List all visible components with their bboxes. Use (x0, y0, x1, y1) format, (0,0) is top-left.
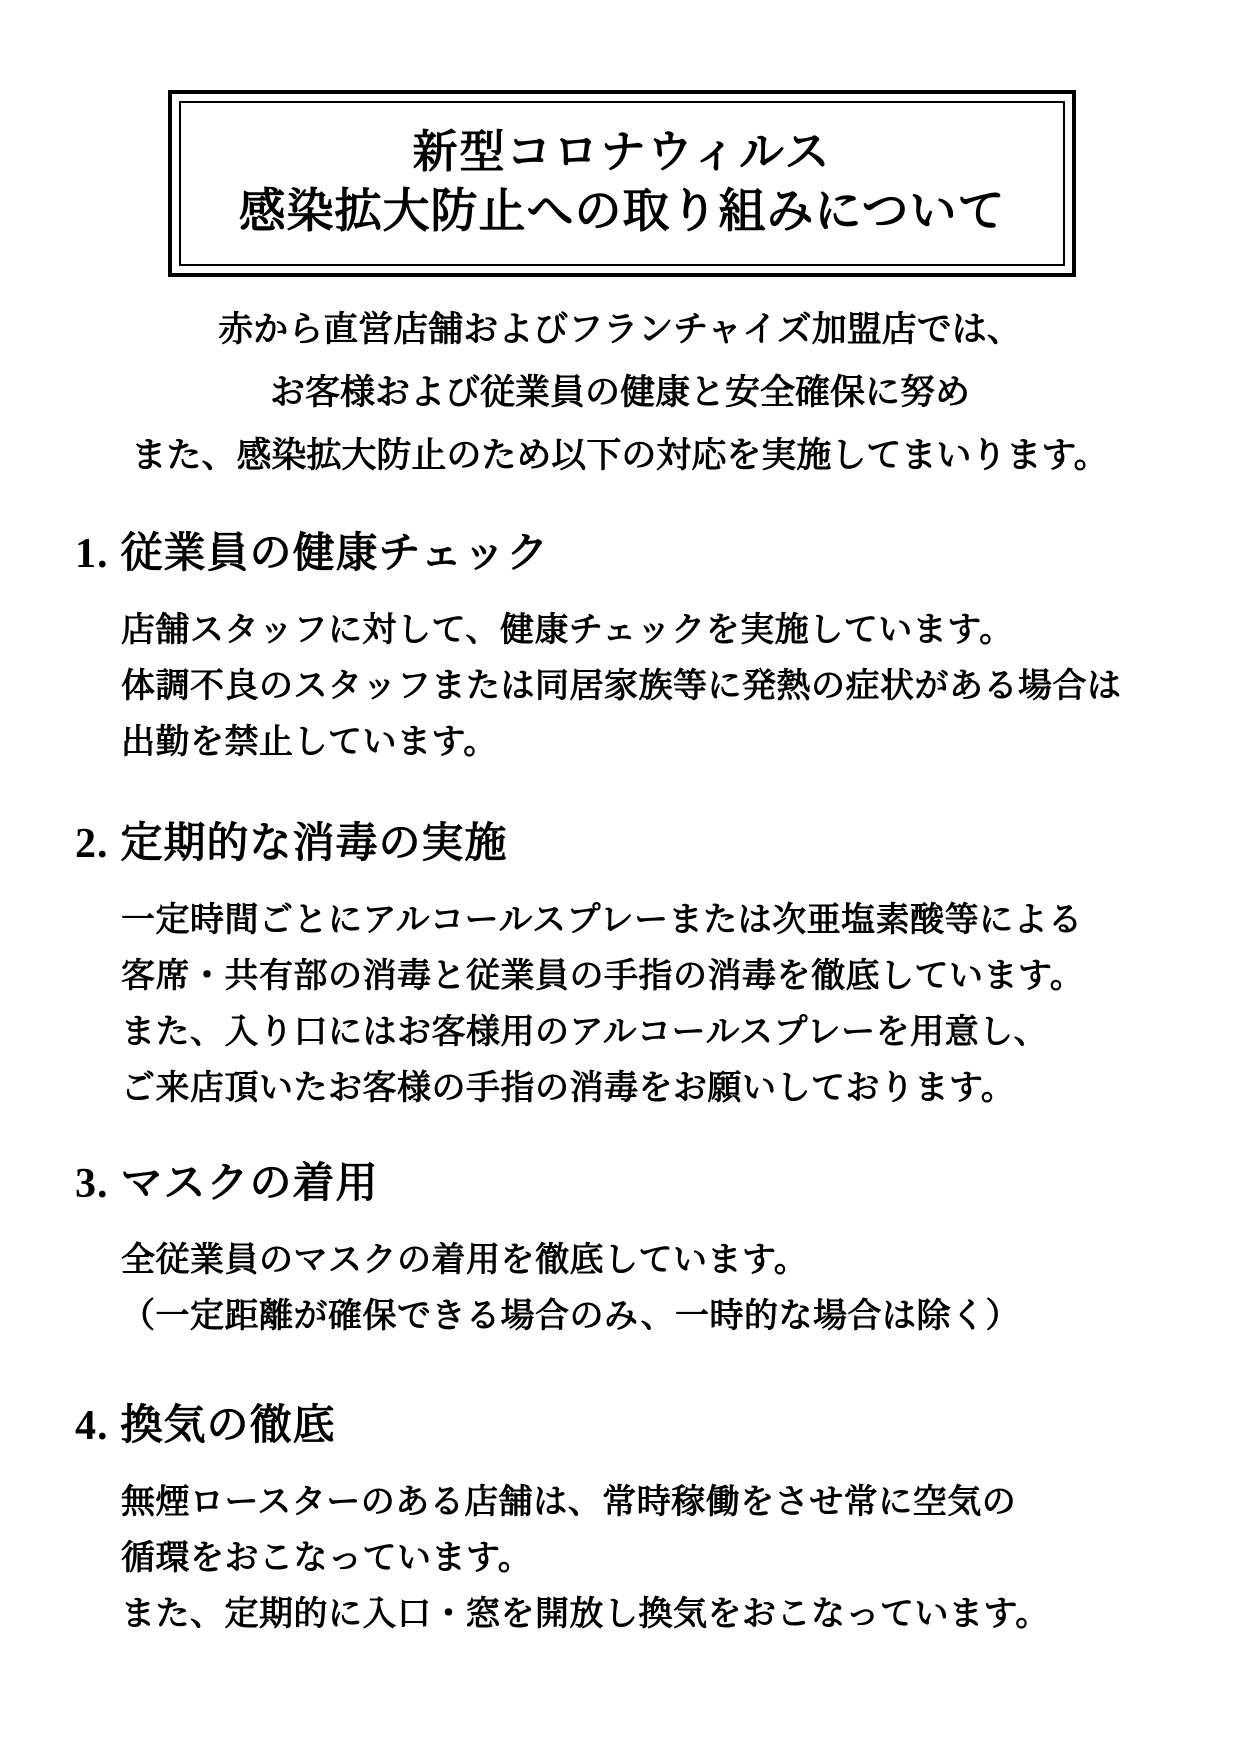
section-4-title: 換気の徹底 (120, 1403, 336, 1449)
section-employee-health-check (75, 528, 1175, 771)
section-3-body-line-2: （一定距離が確保できる場合のみ、一時的な場合は除く） (121, 1297, 1021, 1335)
section-2-body (75, 893, 1175, 1117)
section-2-number: 2. (75, 821, 109, 867)
section-2-body-line-2: 客席・共有部の消毒と従業員の手指の消毒を徹底しています。 (121, 957, 1085, 995)
intro-line-1: 赤から直営店舗およびフランチャイズ加盟店では、 (218, 310, 1022, 349)
document-title-line1: 新型コロナウィルス (412, 126, 832, 177)
document-title-line2: 感染拡大防止への取り組みについて (238, 186, 1006, 239)
section-3-number: 3. (75, 1161, 109, 1207)
section-3-title: マスクの着用 (120, 1161, 379, 1207)
section-4-heading (75, 1400, 1175, 1453)
section-4-number: 4. (75, 1403, 109, 1449)
section-1-title: 従業員の健康チェック (120, 531, 550, 577)
title-box (168, 90, 1076, 277)
title-box-inner-border (179, 101, 1065, 266)
intro-paragraph (0, 298, 1240, 487)
section-1-body (75, 603, 1175, 771)
intro-line-3: また、感染拡大防止のため以下の対応を実施してまいります。 (131, 436, 1109, 475)
section-2-body-line-3: また、入り口にはお客様用のアルコールスプレーを用意し、 (121, 1013, 1049, 1051)
section-mask-wearing (75, 1158, 1175, 1345)
section-3-body (75, 1233, 1175, 1345)
section-1-body-line-3: 出勤を禁止しています。 (121, 723, 498, 761)
section-2-body-line-4: ご来店頂いたお客様の手指の消毒をお願いしております。 (121, 1069, 1016, 1107)
section-4-body-line-1: 無煙ロースターのある店舗は、常時稼働をさせ常に空気の (121, 1483, 1017, 1521)
section-4-body (75, 1475, 1175, 1643)
section-4-body-line-3: また、定期的に入口・窓を開放し換気をおこなっています。 (121, 1595, 1050, 1633)
section-1-heading (75, 528, 1175, 581)
section-ventilation (75, 1400, 1175, 1643)
section-1-number: 1. (75, 531, 109, 577)
section-regular-disinfection (75, 818, 1175, 1117)
section-3-body-line-1: 全従業員のマスクの着用を徹底しています。 (121, 1241, 809, 1279)
section-3-heading (75, 1158, 1175, 1211)
intro-line-2: お客様および従業員の健康と安全確保に努め (269, 373, 970, 412)
section-2-heading (75, 818, 1175, 871)
section-4-body-line-2: 循環をおこなっています。 (121, 1539, 533, 1577)
section-1-body-line-1: 店舗スタッフに対して、健康チェックを実施しています。 (121, 611, 1014, 649)
section-2-title: 定期的な消毒の実施 (120, 821, 508, 867)
section-1-body-line-2: 体調不良のスタッフまたは同居家族等に発熱の症状がある場合は (121, 667, 1122, 705)
section-2-body-line-1: 一定時間ごとにアルコールスプレーまたは次亜塩素酸等による (121, 901, 1083, 939)
